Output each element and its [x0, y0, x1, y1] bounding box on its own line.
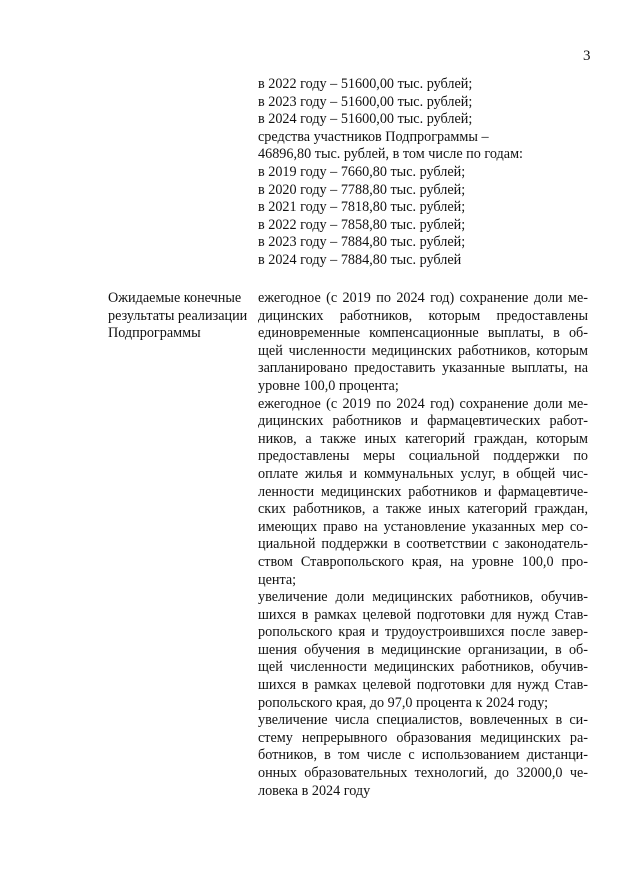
results-body-line: щей численности медицинских работников, обучив- [258, 659, 588, 676]
results-body-line: дицинских работников и фармацевтических работ- [258, 413, 588, 430]
results-body-line: увеличение числа специалистов, вовлеченных в си- [258, 712, 588, 729]
results-body-line: ством Ставропольского края, на уровне 100,0 про- [258, 553, 588, 570]
results-body-line: ропольского края, до 97,0 процента к 2024 году; [258, 694, 549, 711]
results-body-line: уровне 100,0 процента; [258, 377, 399, 394]
financing-line: в 2023 году – 51600,00 тыс. рублей; [258, 93, 473, 110]
financing-line: в 2024 году – 51600,00 тыс. рублей; [258, 111, 473, 128]
results-body-line: ботников, в том числе с использованием дистанци- [258, 747, 588, 764]
results-label-line: Ожидаемые конечные [108, 290, 242, 306]
results-body-line: ропольского края и трудоустроившихся после завер- [258, 624, 588, 641]
results-body-line: запланировано предоставить указанные выплаты, на [258, 360, 588, 377]
results-body-line: дицинских работников, которым предоставлены [258, 307, 588, 324]
results-label-line: результаты реализации [108, 307, 248, 324]
results-body-line: ленности медицинских работников и фармацевтиче- [258, 483, 588, 500]
financing-line: в 2020 году – 7788,80 тыс. рублей; [258, 181, 466, 198]
financing-line: в 2021 году – 7818,80 тыс. рублей; [258, 199, 466, 216]
results-label-line: Подпрограммы [108, 325, 201, 342]
results-body-line: единовременные компенсационные выплаты, в об- [258, 325, 588, 342]
financing-line: средства участников Подпрограммы – [258, 128, 489, 145]
results-body-line: шения обучения в медицинские организации, в об- [258, 641, 588, 658]
financing-line: в 2022 году – 7858,80 тыс. рублей; [258, 216, 466, 233]
results-label [108, 290, 258, 343]
results-body-line: цента; [258, 571, 297, 588]
results-body-line: шихся в рамках целевой подготовки для нужд Став- [258, 606, 588, 623]
financing-line: в 2023 году – 7884,80 тыс. рублей; [258, 234, 466, 251]
results-body-line: увеличение доли медицинских работников, обучив- [258, 589, 588, 606]
results-body-line: циальной поддержки в соответствии с законодатель- [258, 536, 588, 553]
results-body-line: ников, а также иных категорий граждан, которым [258, 430, 588, 447]
financing-line: в 2024 году – 7884,80 тыс. рублей [258, 251, 462, 268]
financing-line: в 2019 году – 7660,80 тыс. рублей; [258, 163, 466, 180]
results-body-line: ежегодное (с 2019 по 2024 год) сохранение доли ме- [258, 395, 588, 412]
results-body [258, 290, 588, 800]
results-body-line: стему непрерывного образования медицинских ра- [258, 729, 588, 746]
financing-line: 46896,80 тыс. рублей, в том числе по годам: [258, 146, 523, 163]
results-body-line: ских работников, а также иных категорий граждан, [258, 501, 588, 518]
results-body-line: имеющих право на установление указанных мер со- [258, 518, 588, 535]
results-body-line: шихся в рамках целевой подготовки для нужд Став- [258, 677, 588, 694]
results-body-line: предоставлены меры социальной поддержки по [258, 448, 588, 465]
page-number: 3 [583, 48, 591, 64]
results-body-line: ежегодное (с 2019 по 2024 год) сохранение доли ме- [258, 290, 588, 306]
financing-line: в 2022 году – 51600,00 тыс. рублей; [258, 76, 473, 92]
financing-section [258, 76, 588, 270]
results-body-line: ловека в 2024 году [258, 782, 371, 799]
results-body-line: щей численности медицинских работников, которым [258, 342, 588, 359]
results-body-line: онных образовательных технологий, до 32000,0 че- [258, 765, 588, 782]
results-body-line: оплате жилья и коммунальных услуг, в общей чис- [258, 465, 588, 482]
